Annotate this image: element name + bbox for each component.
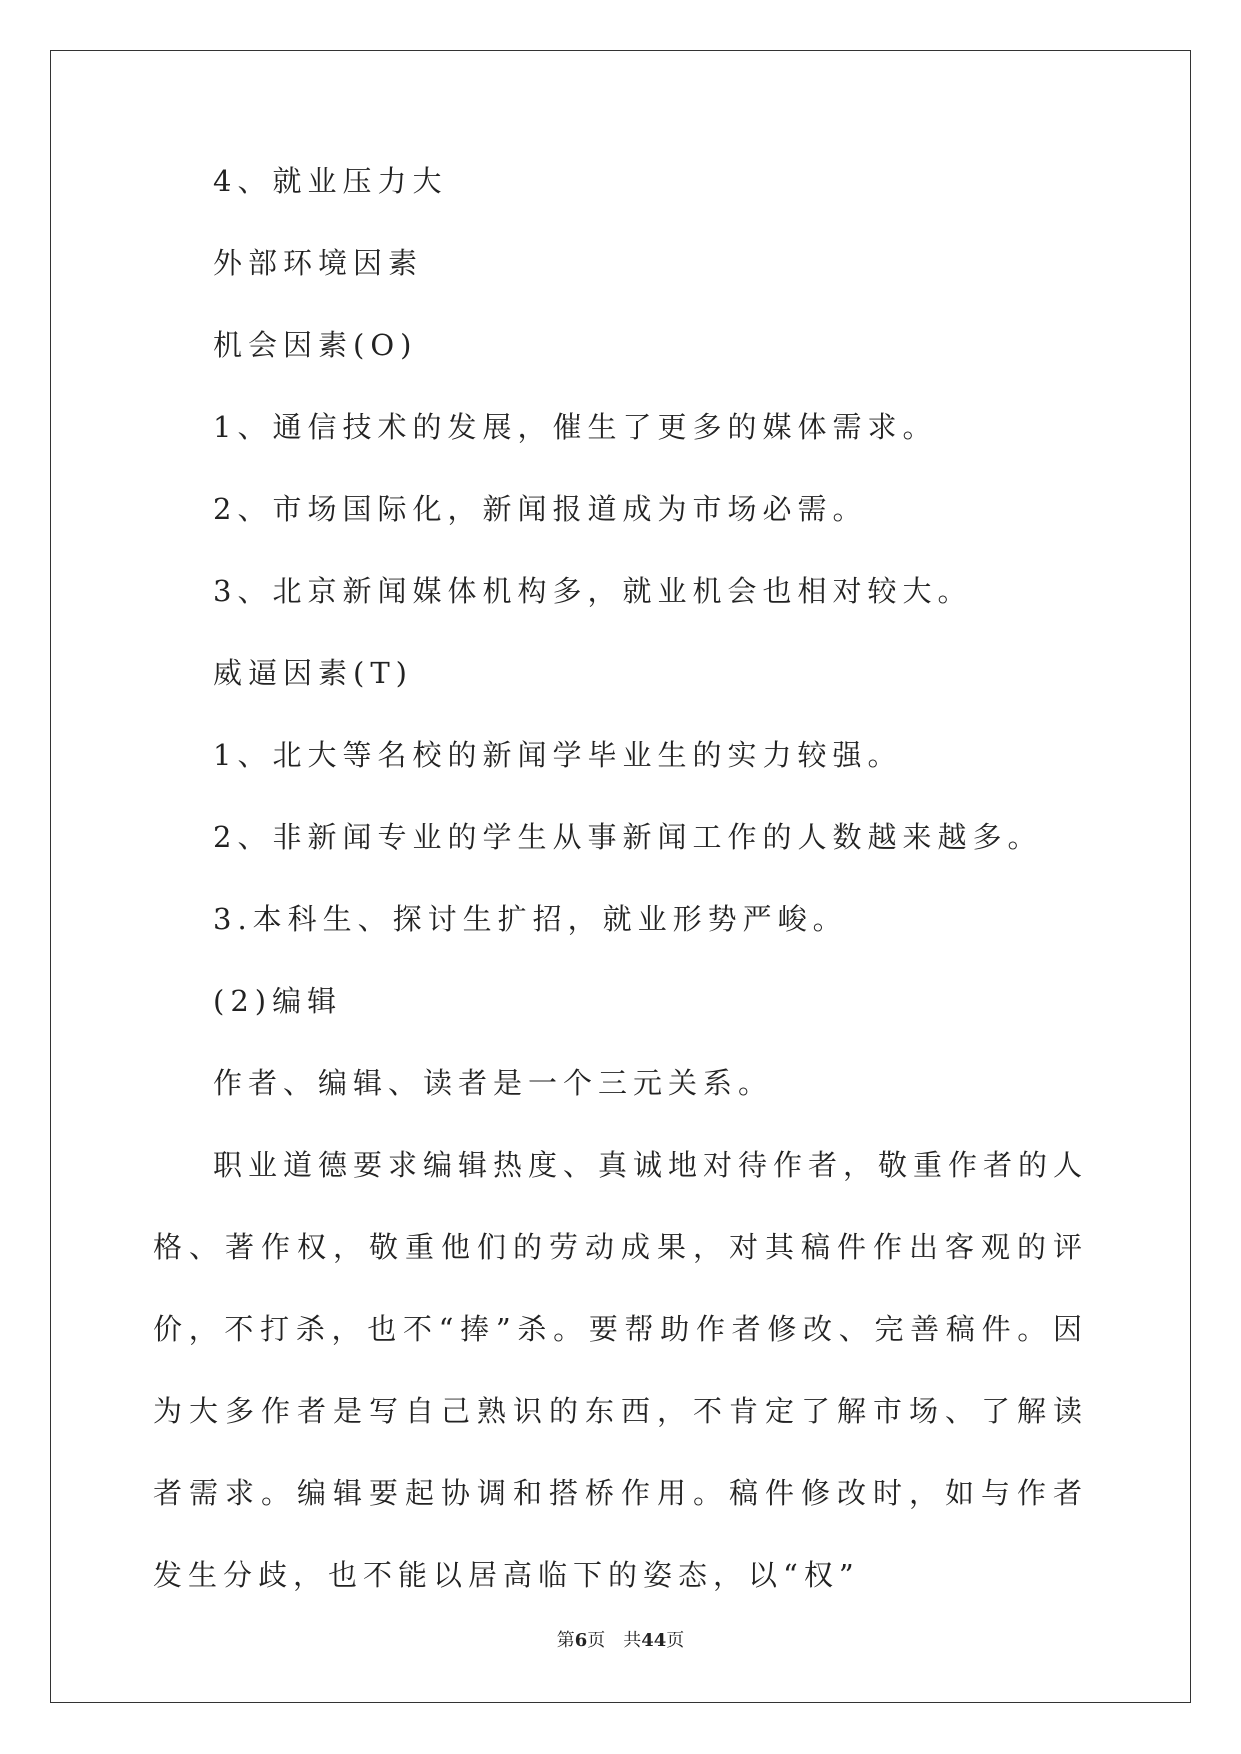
footer-suffix: 页 <box>666 1630 685 1651</box>
page-footer <box>0 1626 1241 1652</box>
section-heading: 威逼因素(T) <box>213 656 413 690</box>
text-line: 作者、编辑、读者是一个三元关系。 <box>213 1066 774 1100</box>
total-pages: 44 <box>641 1630 667 1651</box>
list-item: 3.本科生、探讨生扩招，就业形势严峻。 <box>213 902 848 936</box>
page-number: 6 <box>574 1630 588 1651</box>
footer-mid: 页 共 <box>587 1630 642 1651</box>
section-heading: (2)编辑 <box>213 984 343 1018</box>
footer-prefix: 第 <box>556 1630 575 1651</box>
list-item: 2、市场国际化，新闻报道成为市场必需。 <box>213 492 868 526</box>
list-item: 2、非新闻专业的学生从事新闻工作的人数越来越多。 <box>213 820 1043 854</box>
document-body <box>153 160 1088 1616</box>
list-item: 3、北京新闻媒体机构多，就业机会也相对较大。 <box>213 574 973 608</box>
text-line: 4、就业压力大 <box>213 164 448 198</box>
section-heading: 机会因素(O) <box>213 328 418 362</box>
body-paragraph: 职业道德要求编辑热度、真诚地对待作者，敬重作者的人格、著作权，敬重他们的劳动成果，对其稿件作出客观的评价，不打杀，也不“捧”杀。要帮助作者修改、完善稿件。因为大多作者是写自己熟识的东西，不肯定了解市场、了解读者需求。编辑要起协调和搭桥作用。稿件修改时，如与作者发生分歧，也不能以居高临下的姿态，以“权” <box>153 1148 1089 1592</box>
list-item: 1、通信技术的发展，催生了更多的媒体需求。 <box>213 410 938 444</box>
list-item: 1、北大等名校的新闻学毕业生的实力较强。 <box>213 738 903 772</box>
section-heading: 外部环境因素 <box>213 246 424 280</box>
